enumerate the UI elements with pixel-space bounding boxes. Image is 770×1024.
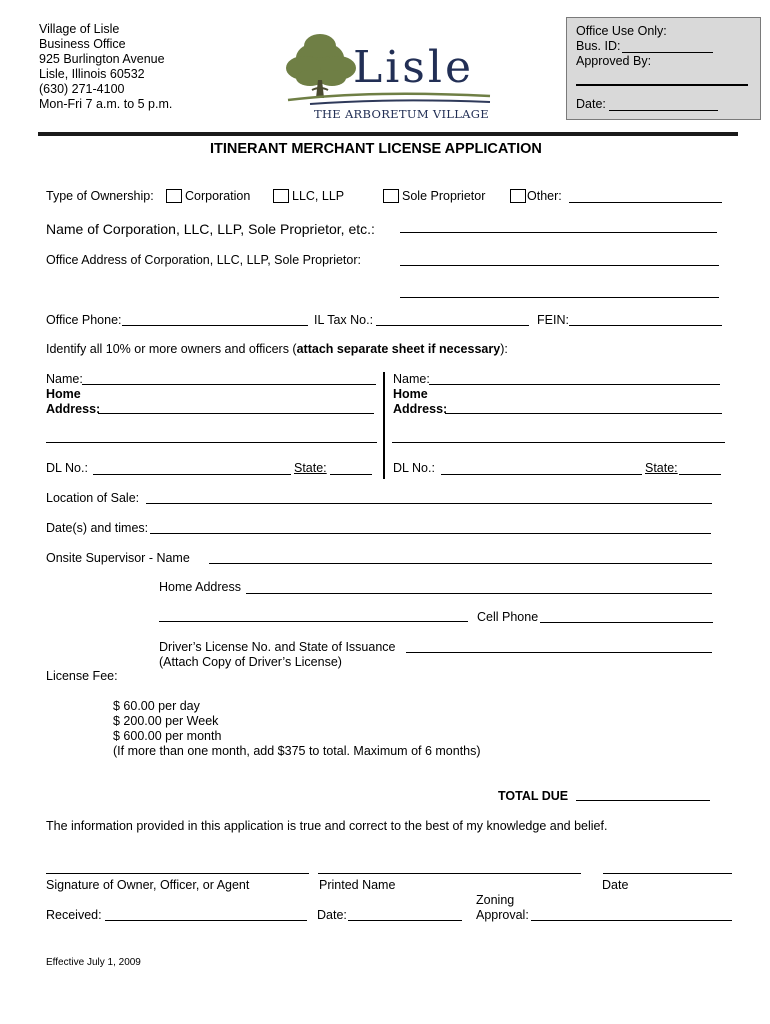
zoning-label: Zoning [476,893,515,907]
cell-phone-label: Cell Phone [477,610,539,624]
form-title: ITINERANT MERCHANT LICENSE APPLICATION [210,141,542,157]
office-address-field-2[interactable] [400,297,719,298]
zoning-approval-label: Approval: [476,908,529,922]
address-line: Village of Lisle [39,22,120,36]
location-of-sale-field[interactable] [146,503,712,504]
owner2-state-field[interactable] [679,474,721,475]
owner1-dl-field[interactable] [93,474,291,475]
received-date-field[interactable] [348,920,462,921]
office-phone-label: Office Phone: [46,313,122,327]
office-date-label: Date: [576,97,606,111]
fee-per-week: $ 200.00 per Week [113,714,219,728]
owner1-address-field-1[interactable] [98,413,374,414]
received-label: Received: [46,908,102,922]
corporation-label: Corporation [185,189,251,203]
owner2-name-label: Name: [393,372,430,386]
owner-column-divider [383,372,385,479]
owner1-address-label: Address: [46,402,101,416]
location-of-sale-label: Location of Sale: [46,491,140,505]
owner1-name-label: Name: [46,372,83,386]
owner2-dl-label: DL No.: [393,461,435,475]
office-address-label: Office Address of Corporation, LLC, LLP, Sole Proprietor: [46,253,361,267]
fee-note: (If more than one month, add $375 to total. Maximum of 6 months) [113,744,481,758]
identify-owners-text: Identify all 10% or more owners and officers (attach separate sheet if necessary): [46,342,508,356]
supervisor-name-field[interactable] [209,563,712,564]
other-label: Other: [527,189,562,203]
cell-phone-field[interactable] [540,622,713,623]
fee-per-day: $ 60.00 per day [113,699,200,713]
sole-proprietor-checkbox[interactable] [383,189,399,203]
other-checkbox[interactable] [510,189,526,203]
office-address-field-1[interactable] [400,265,719,266]
corp-name-label: Name of Corporation, LLC, LLP, Sole Proprietor, etc.: [46,221,375,237]
office-use-box [566,17,761,120]
owner1-dl-label: DL No.: [46,461,88,475]
owner2-address-field-2[interactable] [392,442,725,443]
owner1-address-field-2[interactable] [46,442,377,443]
office-phone-field[interactable] [122,325,308,326]
address-line: (630) 271-4100 [39,82,125,96]
received-field[interactable] [105,920,307,921]
fein-field[interactable] [569,325,722,326]
bus-id-label: Bus. ID: [576,39,621,53]
owner1-state-field[interactable] [330,474,372,475]
sign-date-label: Date [602,878,629,892]
supervisor-home-address-label: Home Address [159,580,241,594]
logo-tagline: THE ARBORETUM VILLAGE [314,107,489,121]
bus-id-line [622,52,713,53]
address-line: Lisle, Illinois 60532 [39,67,145,81]
office-use-title: Office Use Only: [576,24,667,38]
il-tax-field[interactable] [376,325,529,326]
llc-llp-checkbox[interactable] [273,189,289,203]
office-date-line [609,110,718,111]
owner1-state-label: State: [294,461,327,475]
owner1-name-field[interactable] [82,384,376,385]
approved-by-label: Approved By: [576,54,652,68]
address-line: Business Office [39,37,126,51]
owner2-home-label: Home [393,387,428,401]
license-fee-label: License Fee: [46,669,118,683]
onsite-supervisor-label: Onsite Supervisor - Name [46,551,190,565]
ownership-label: Type of Ownership: [46,189,154,203]
corp-name-field[interactable] [400,232,717,233]
owner1-home-label: Home [46,387,81,401]
owner2-address-field-1[interactable] [445,413,722,414]
dates-times-label: Date(s) and times: [46,521,149,535]
zoning-approval-field[interactable] [531,920,732,921]
owner2-name-field[interactable] [429,384,720,385]
certification-text: The information provided in this application is true and correct to the best of my knowledge and belief. [46,819,608,833]
signature-label: Signature of Owner, Officer, or Agent [46,878,250,892]
owner2-dl-field[interactable] [441,474,642,475]
drivers-license-field[interactable] [406,652,712,653]
sole-proprietor-label: Sole Proprietor [402,189,486,203]
corporation-checkbox[interactable] [166,189,182,203]
printed-name-label: Printed Name [319,878,396,892]
drivers-license-label: Driver’s License No. and State of Issuance [159,640,396,654]
fein-label: FEIN: [537,313,569,327]
logo-wordmark: Lisle [353,42,474,93]
effective-date: Effective July 1, 2009 [46,957,141,968]
address-line: Mon-Fri 7 a.m. to 5 p.m. [39,97,173,111]
address-line: 925 Burlington Avenue [39,52,165,66]
printed-name-field[interactable] [318,873,581,874]
received-date-label: Date: [317,908,347,922]
il-tax-label: IL Tax No.: [314,313,374,327]
total-due-field[interactable] [576,800,710,801]
supervisor-address-field-2[interactable] [159,621,468,622]
approved-by-line [576,84,748,86]
owner2-state-label: State: [645,461,678,475]
village-logo [280,28,495,123]
header-divider [38,132,738,136]
llc-llp-label: LLC, LLP [292,189,345,203]
attach-copy-note: (Attach Copy of Driver’s License) [159,655,342,669]
dates-times-field[interactable] [150,533,711,534]
sign-date-field[interactable] [603,873,732,874]
other-field[interactable] [569,202,722,203]
signature-field[interactable] [46,873,309,874]
supervisor-home-address-field[interactable] [246,593,712,594]
total-due-label: TOTAL DUE [498,789,569,803]
owner2-address-label: Address: [393,402,448,416]
fee-per-month: $ 600.00 per month [113,729,222,743]
